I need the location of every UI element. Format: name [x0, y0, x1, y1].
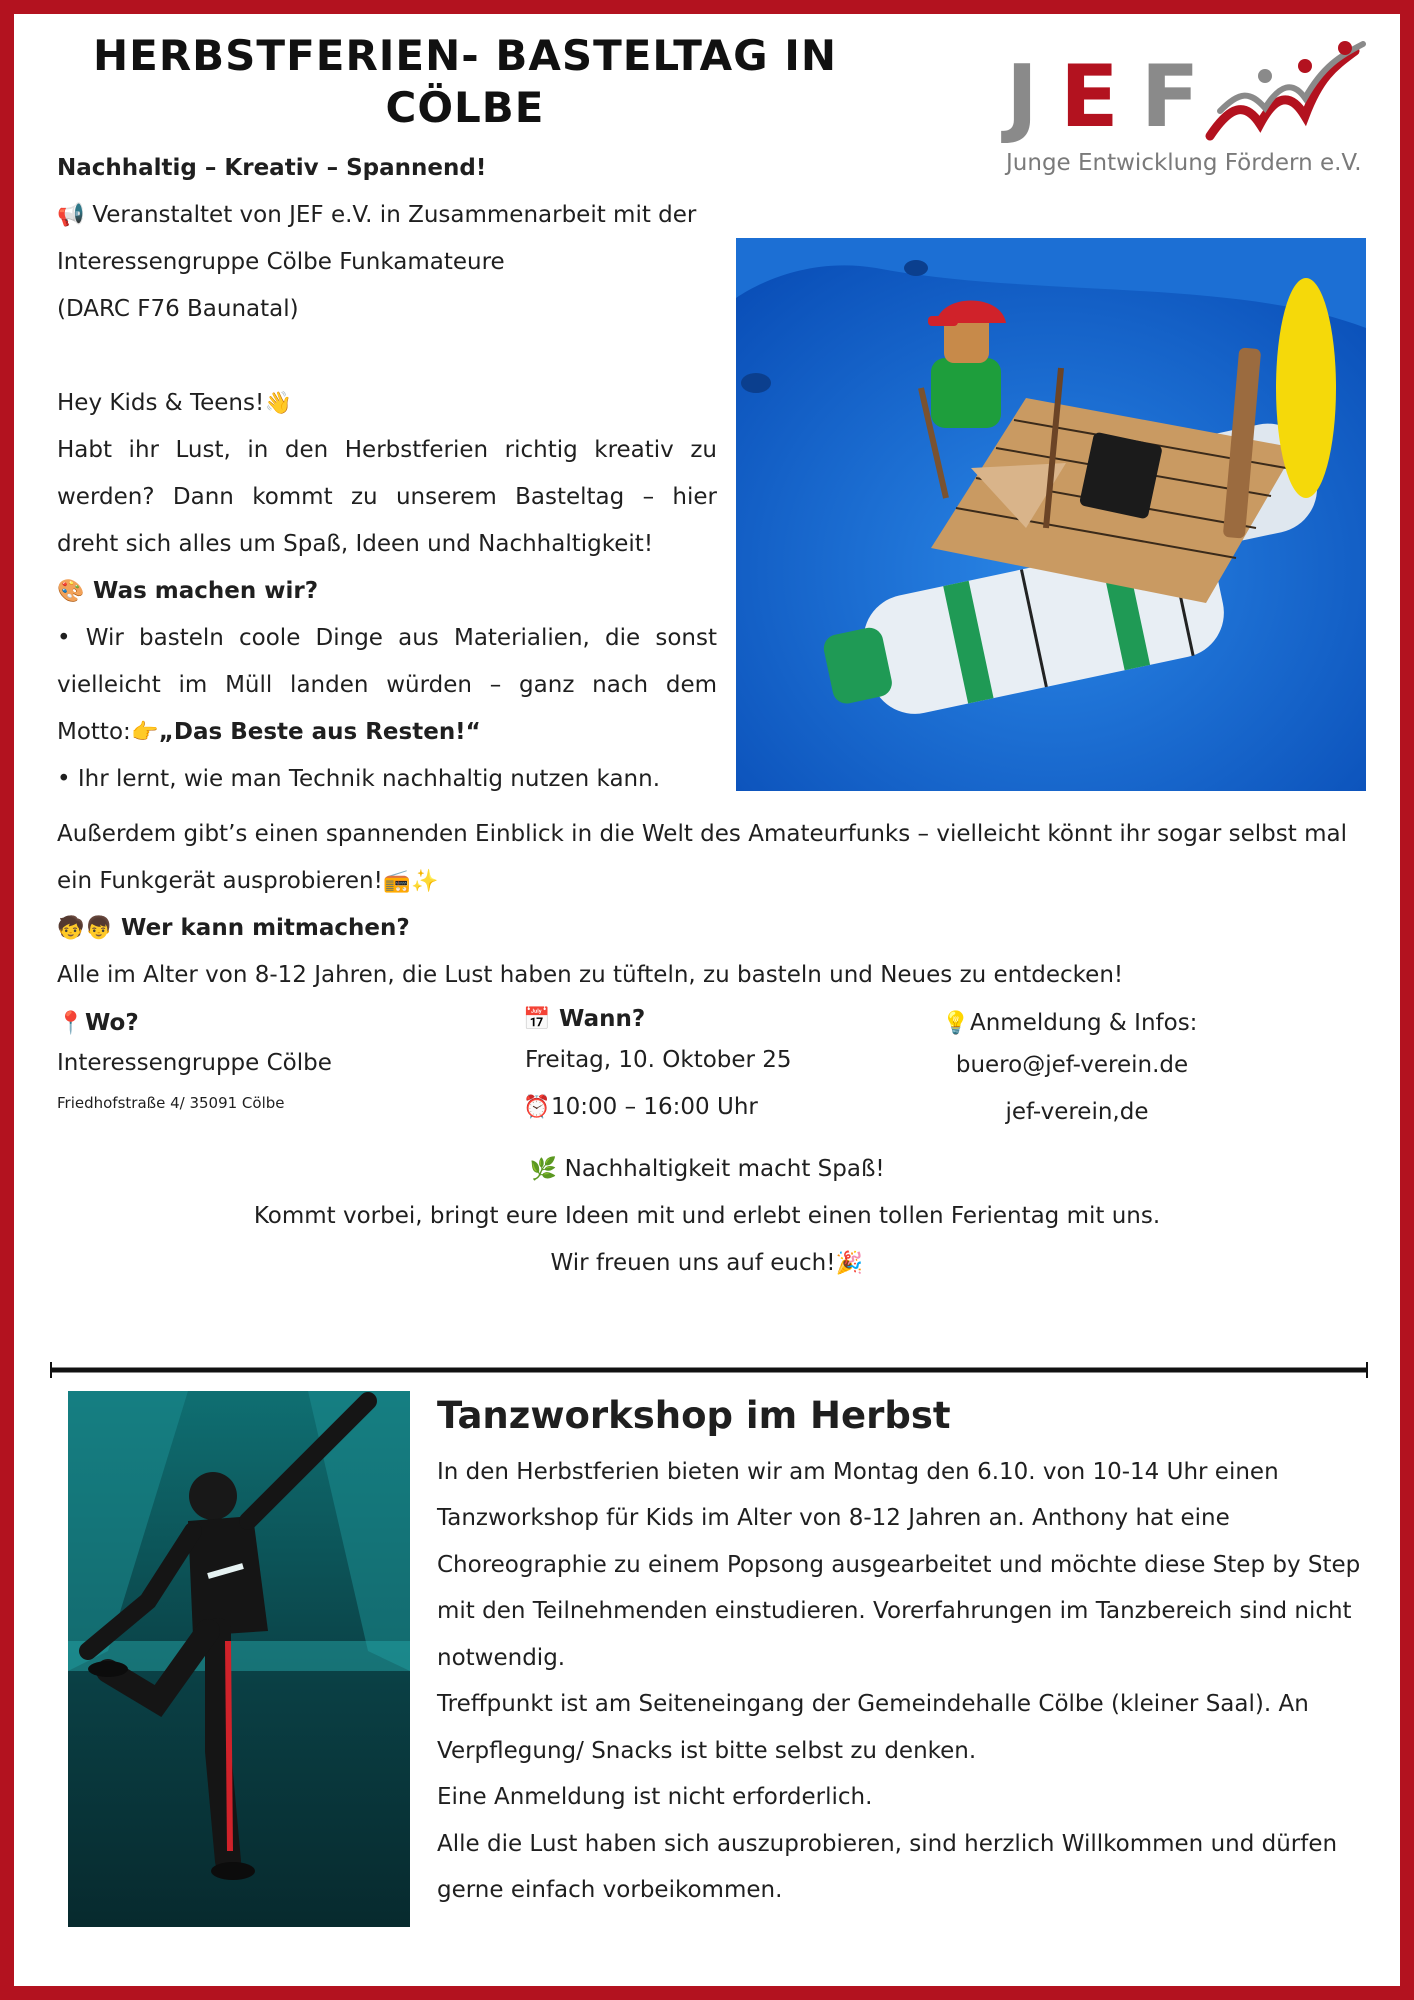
party-popper-icon: 🎉 — [835, 1251, 864, 1276]
who-text: Alle im Alter von 8-12 Jahren, die Lust haben zu tüfteln, zu basteln und Neues zu entdecken! — [57, 962, 1124, 988]
dance-text-line: Tanzworkshop für Kids im Alter von 8-12 Jahren an. Anthony hat eine — [437, 1505, 1230, 1531]
closing-line-3: Wir freuen uns auf euch!🎉 — [0, 1240, 1414, 1287]
where-address: Friedhofstraße 4/ 35091 Cölbe — [57, 1094, 285, 1112]
what-bullet-1-line-2: vielleicht im Müll landen würden – ganz nach dem — [57, 672, 717, 698]
section-divider — [50, 1358, 1368, 1382]
amateur-radio-line-1: Außerdem gibt’s einen spannenden Einblick in die Welt des Amateurfunks – vielleicht könnt ihr sogar selbst mal — [57, 821, 1347, 847]
where-heading: 📍Wo? — [57, 1000, 139, 1047]
organizer-line-1: 📢 Veranstaltet von JEF e.V. in Zusammenarbeit mit der — [57, 192, 696, 239]
dance-text-line: Alle die Lust haben sich auszuprobieren, sind herzlich Willkommen und dürfen — [437, 1831, 1338, 1857]
dance-text-line: notwendig. — [437, 1645, 566, 1671]
intro-paragraph-line-1: Habt ihr Lust, in den Herbstferien richtig kreativ zu — [57, 437, 717, 463]
amateur-radio-line-2: ein Funkgerät ausprobieren!📻✨ — [57, 858, 439, 905]
alarm-clock-icon: ⏰ — [523, 1095, 551, 1120]
registration-heading: 💡Anmeldung & Infos: — [942, 1000, 1197, 1047]
subtitle: Nachhaltig – Kreativ – Spannend! — [57, 155, 487, 181]
dance-text-line: Verpflegung/ Snacks ist bitte selbst zu denken. — [437, 1738, 977, 1764]
closing-line-1: 🌿 Nachhaltigkeit macht Spaß! — [0, 1146, 1414, 1193]
jef-logo — [1000, 34, 1370, 184]
radio-icon: 📻 — [383, 869, 411, 894]
what-bullet-1-line-3: Motto:👉„Das Beste aus Resten!“ — [57, 709, 481, 756]
registration-website[interactable]: jef-verein,de — [1005, 1099, 1149, 1125]
sparkles-icon: ✨ — [411, 869, 439, 894]
dance-text-line: Choreographie zu einem Popsong ausgearbeitet und möchte diese Step by Step — [437, 1552, 1361, 1578]
kids-icon-2: 👦 — [85, 916, 113, 941]
dance-text-line: mit den Teilnehmenden einstudieren. Vorerfahrungen im Tanzbereich sind nicht — [437, 1598, 1352, 1624]
calendar-icon: 📅 — [523, 1007, 551, 1032]
motto-quote: „Das Beste aus Resten!“ — [158, 719, 481, 745]
registration-email[interactable]: buero@jef-verein.de — [955, 1052, 1189, 1078]
logo-figures-icon — [1205, 36, 1370, 146]
dance-title: Tanzworkshop im Herbst — [437, 1394, 951, 1437]
dance-text-line: Eine Anmeldung ist nicht erforderlich. — [437, 1784, 873, 1810]
logo-letter-j: J — [1006, 47, 1060, 147]
page-title: HERBSTFERIEN- BASTELTAG IN CÖLBE — [92, 31, 838, 132]
palette-icon: 🎨 — [57, 579, 85, 604]
light-bulb-icon: 💡 — [942, 1011, 970, 1036]
waving-hand-icon: 👋 — [264, 391, 292, 416]
dance-text-line: gerne einfach vorbeikommen. — [437, 1877, 783, 1903]
organizer-line-3: (DARC F76 Baunatal) — [57, 296, 299, 322]
when-date: Freitag, 10. Oktober 25 — [525, 1047, 792, 1073]
what-bullet-2: • Ihr lernt, wie man Technik nachhaltig nutzen kann. — [57, 766, 661, 792]
dance-text-line: In den Herbstferien bieten wir am Montag den 6.10. von 10-14 Uhr einen — [437, 1459, 1279, 1485]
intro-paragraph-line-3: dreht sich alles um Spaß, Ideen und Nachhaltigkeit! — [57, 531, 654, 557]
intro-paragraph-line-2: werden? Dann kommt zu unserem Basteltag – hier — [57, 484, 717, 510]
megaphone-icon: 📢 — [57, 203, 85, 228]
logo-letter-f: F — [1140, 47, 1222, 147]
what-heading: 🎨 Was machen wir? — [57, 568, 318, 615]
pin-icon: 📍 — [57, 1011, 85, 1036]
greeting: Hey Kids & Teens!👋 — [57, 380, 292, 427]
who-heading: 🧒👦 Wer kann mitmachen? — [57, 905, 410, 952]
dancer-photo — [68, 1391, 410, 1927]
when-heading: 📅 Wann? — [523, 996, 645, 1043]
kids-icon: 🧒 — [57, 916, 85, 941]
logo-letter-e: E — [1060, 47, 1141, 147]
leaf-icon: 🌿 — [529, 1157, 558, 1182]
where-place: Interessengruppe Cölbe — [57, 1050, 332, 1076]
logo-tagline: Junge Entwicklung Fördern e.V. — [1006, 150, 1362, 176]
pointing-hand-icon: 👉 — [131, 720, 159, 745]
dance-text-line: Treffpunkt ist am Seiteneingang der Gemeindehalle Cölbe (kleiner Saal). An — [437, 1691, 1309, 1717]
organizer-line-2: Interessengruppe Cölbe Funkamateure — [57, 249, 505, 275]
what-bullet-1-line-1: • Wir basteln coole Dinge aus Materialien, die sonst — [57, 625, 717, 651]
boat-photo — [736, 238, 1366, 791]
closing-line-2: Kommt vorbei, bringt eure Ideen mit und erlebt einen tollen Ferientag mit uns. — [253, 1203, 1161, 1229]
when-time: ⏰10:00 – 16:00 Uhr — [523, 1084, 758, 1131]
